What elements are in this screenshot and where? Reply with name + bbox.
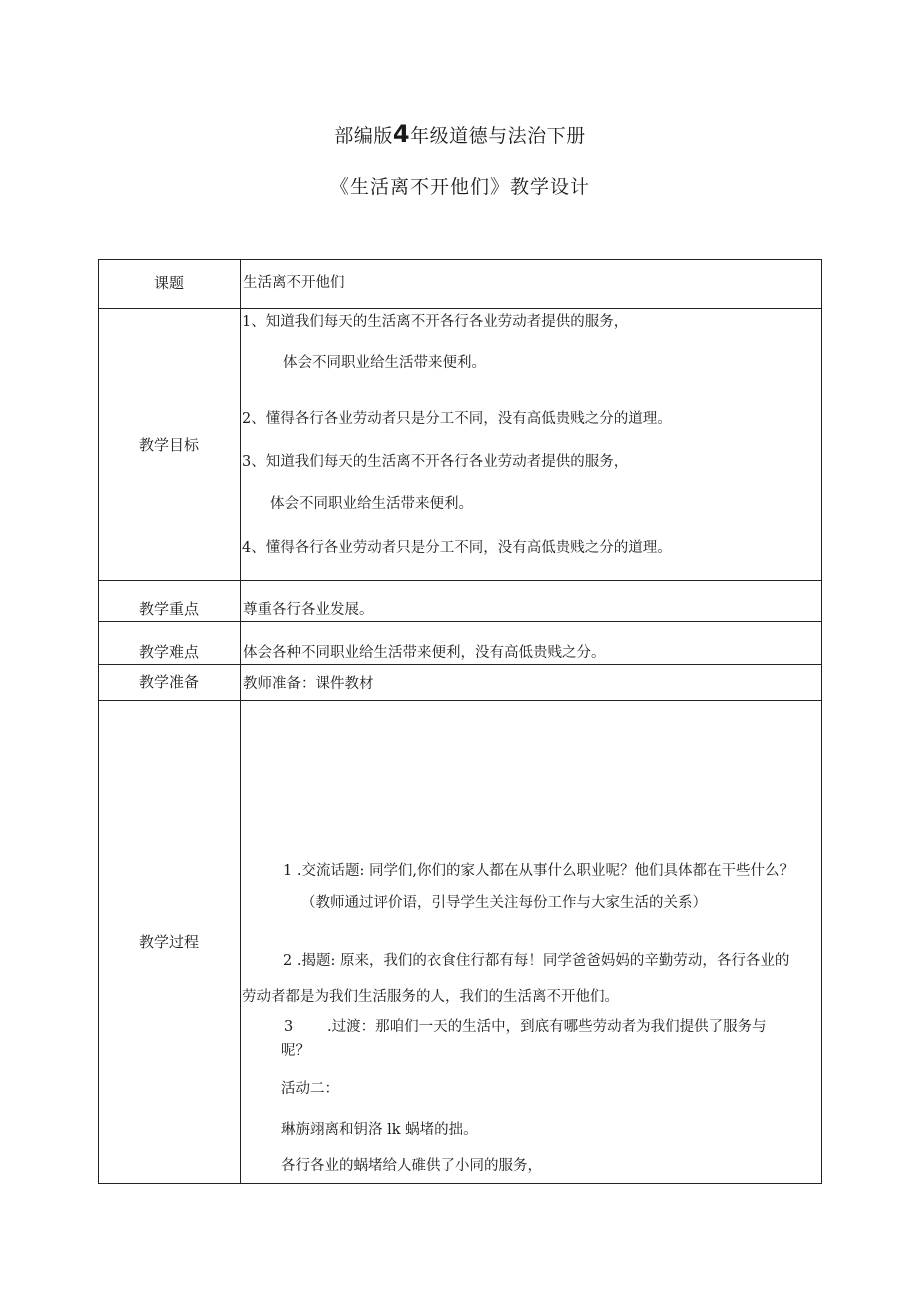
process-line: 3 xyxy=(284,1019,294,1035)
process-label: 教学过程 xyxy=(138,933,199,951)
topic-value: 生活离不开他们 xyxy=(243,275,345,291)
process-line: 活动二： xyxy=(281,1081,339,1097)
process-line: （教师通过评价语，引导学生关注每份工作与大家生活的关系） xyxy=(301,895,707,911)
process-line: .过渡：那咱们一天的生活中，到底有哪些劳动者为我们提供了服务与 xyxy=(327,1019,767,1035)
table-border-bottom xyxy=(98,1183,822,1184)
process-line: 1 .交流话题: 同学们,你们的家人都在从事什么职业呢？他们具体都在干些什么？ xyxy=(283,863,795,879)
objective-line: 3、知道我们每天的生活离不开各行各业劳动者提供的服务， xyxy=(242,454,629,470)
process-line: 呢？ xyxy=(281,1043,310,1059)
row-divider xyxy=(98,308,822,309)
table-border-top xyxy=(98,259,822,260)
title-grade: 4 xyxy=(392,120,411,148)
objective-line: 2、懂得各行各业劳动者只是分工不同，没有高低贵贱之分的道理。 xyxy=(242,411,672,427)
title-suffix: 年级道德与法治下册 xyxy=(410,125,586,147)
process-line: 2 .揭题: 原来，我们的衣食住行都有每！同学爸爸妈妈的辛勤劳动，各行各业的 xyxy=(283,953,790,969)
table-border-left xyxy=(98,259,99,1184)
row-divider xyxy=(98,621,822,622)
column-divider xyxy=(240,259,241,1184)
row-divider xyxy=(98,664,822,665)
document-subtitle: 《生活离不开他们》教学设计 xyxy=(329,176,590,198)
preparation-value: 教师准备：课件教材 xyxy=(243,676,374,692)
process-line: 琳旃翊离和钥洛 lk 蜗堵的拙。 xyxy=(281,1122,478,1138)
objective-line: 体会不同职业给生活带来便利。 xyxy=(270,496,473,512)
row-divider xyxy=(98,700,822,701)
objective-line: 4、懂得各行各业劳动者只是分工不同，没有高低贵贱之分的道理。 xyxy=(242,540,672,556)
difficulty-value: 体会各种不同职业给生活带来便利，没有高低贵贱之分。 xyxy=(243,645,606,661)
preparation-label: 教学准备 xyxy=(138,673,199,691)
key-point-label: 教学重点 xyxy=(138,600,199,618)
key-point-value: 尊重各行各业发展。 xyxy=(243,602,374,618)
topic-label: 课题 xyxy=(153,274,184,292)
document-title xyxy=(0,120,920,148)
table-border-right xyxy=(821,259,822,1184)
difficulty-label: 教学难点 xyxy=(138,643,199,661)
objectives-label: 教学目标 xyxy=(138,436,199,454)
process-line: 劳动者都是为我们生活服务的人，我们的生活离不开他们。 xyxy=(242,989,619,1005)
objective-line: 1、知道我们每天的生活离不开各行各业劳动者提供的服务， xyxy=(242,314,629,330)
row-divider xyxy=(98,580,822,581)
process-line: 各行各业的蜗堵给人碓供了小同的服务， xyxy=(281,1158,542,1174)
objective-line: 体会不同职业给生活带来便利。 xyxy=(283,355,486,371)
title-prefix: 部编版 xyxy=(334,125,393,147)
